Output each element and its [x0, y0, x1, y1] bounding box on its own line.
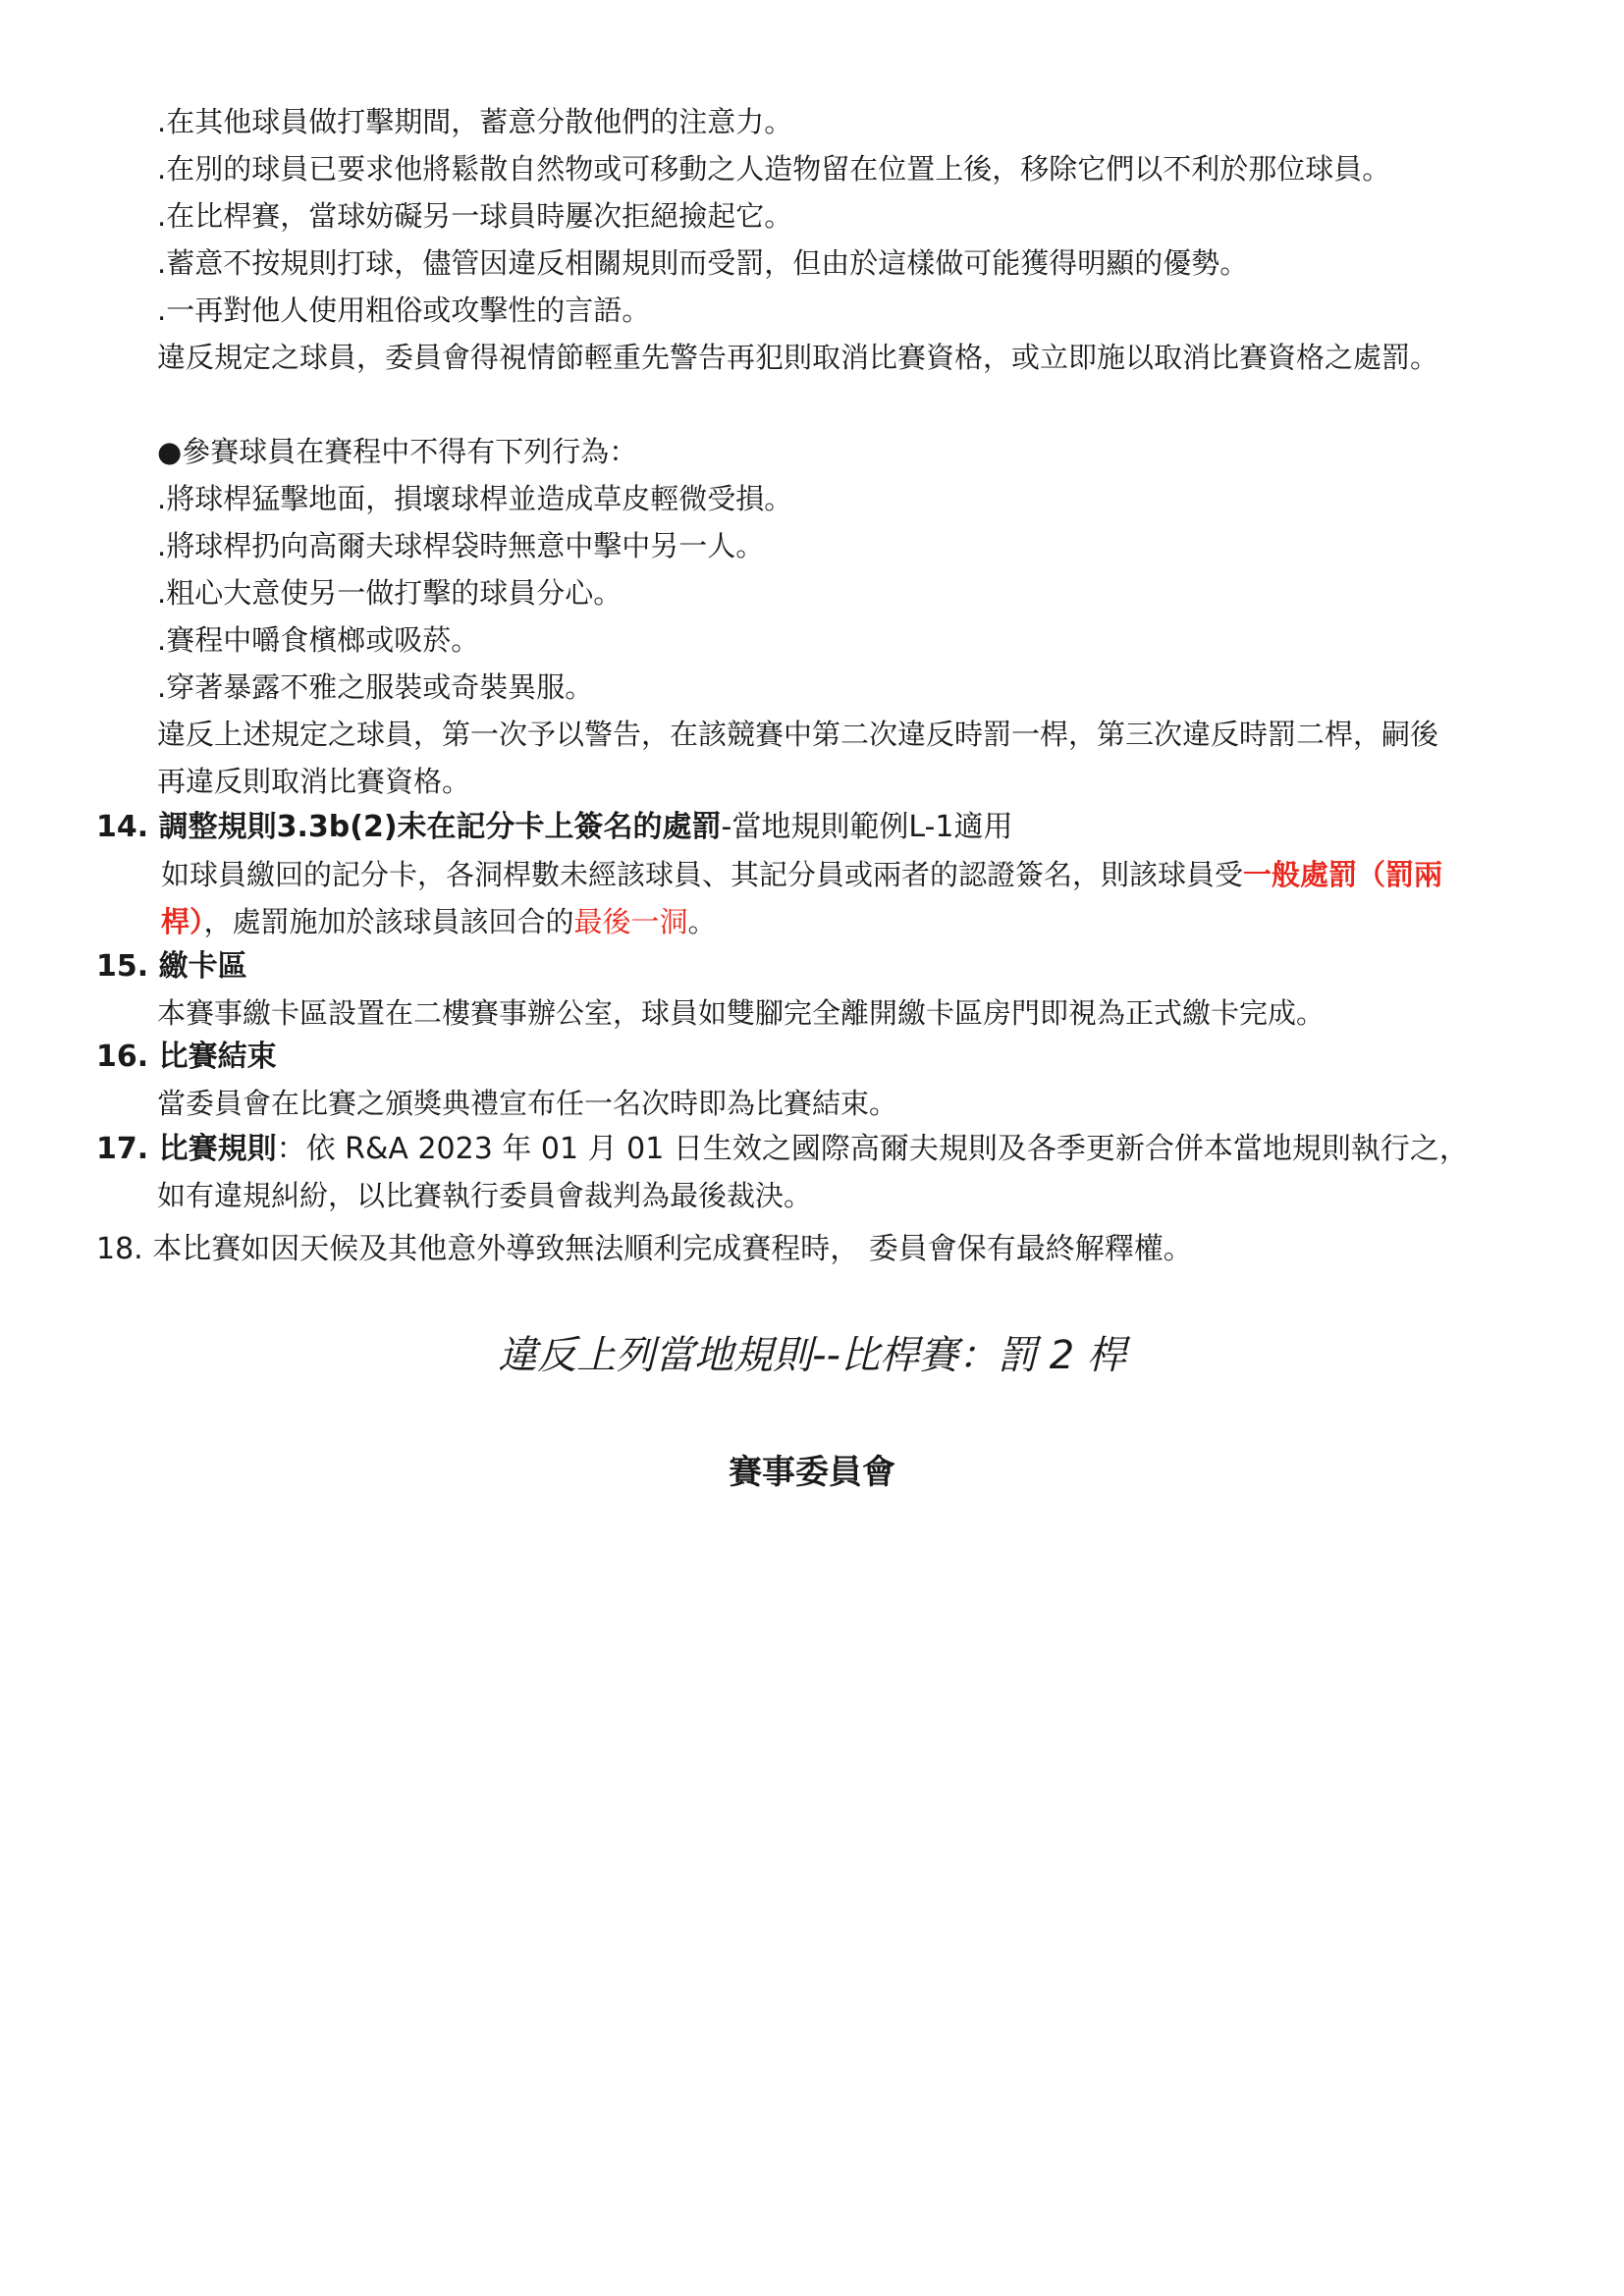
section-14-heading	[96, 809, 1012, 846]
last-hole-text: 最後一洞	[573, 905, 688, 938]
section-16-number: 16.	[96, 1040, 149, 1074]
section-14-title: 調整規則3.3b(2)未在記分卡上簽名的處罰	[158, 810, 722, 844]
section-14-number: 14.	[96, 810, 149, 844]
section-17-body: 如有違規糾紛，以比賽執行委員會裁判為最後裁決。	[157, 1179, 813, 1212]
general-penalty-text-cont: 桿）	[161, 905, 204, 938]
section-14-body-end: 。	[687, 905, 717, 938]
section-16-title: 比賽結束	[158, 1040, 277, 1074]
behavior-penalty-line-2: 再違反則取消比賽資格。	[157, 765, 471, 798]
section-14-body-text: 如球員繳回的記分卡，各洞桿數未經該球員、其記分員或兩者的認證簽名，則該球員受	[161, 858, 1244, 891]
section-16-body: 當委員會在比賽之頒獎典禮宣布任一名次時即為比賽結束。	[157, 1087, 898, 1120]
behavior-line: .賽程中嚼食檳榔或吸菸。	[157, 623, 480, 657]
section-18-line	[96, 1231, 1193, 1268]
section-14-body-line-2	[161, 904, 717, 939]
section-18-number: 18.	[96, 1232, 143, 1266]
section-15-title: 繳卡區	[158, 949, 247, 984]
committee-signature: 賽事委員會	[729, 1453, 895, 1492]
conduct-line: .在比桿賽，當球妨礙另一球員時屢次拒絕撿起它。	[157, 199, 793, 233]
conduct-line: .在其他球員做打擊期間，蓄意分散他們的注意力。	[157, 105, 793, 138]
conduct-penalty-line: 違反規定之球員，委員會得視情節輕重先警告再犯則取消比賽資格，或立即施以取消比賽資格之處罰。	[157, 341, 1439, 374]
penalty-note: 違反上列當地規則--比桿賽：罰 2 桿	[498, 1333, 1126, 1378]
section-14-body-mid: ，處罰施加於該球員該回合的	[203, 905, 574, 938]
section-16-heading	[96, 1039, 277, 1076]
section-17-title: 比賽規則	[158, 1132, 277, 1166]
section-15-number: 15.	[96, 949, 149, 984]
general-penalty-text: 一般處罰（罰兩	[1243, 858, 1443, 891]
section-15-body: 本賽事繳卡區設置在二樓賽事辦公室，球員如雙腳完全離開繳卡區房門即視為正式繳卡完成。	[157, 996, 1326, 1030]
behavior-line: .穿著暴露不雅之服裝或奇裝異服。	[157, 670, 594, 704]
section-17-heading	[96, 1131, 1469, 1168]
section-15-heading	[96, 948, 247, 986]
section-14-title-suffix: -當地規則範例L-1適用	[721, 810, 1013, 844]
section-18-text: 本比賽如因天候及其他意外導致無法順利完成賽程時， 委員會保有最終解釋權。	[152, 1232, 1193, 1266]
conduct-line: .一再對他人使用粗俗或攻擊性的言語。	[157, 294, 651, 327]
section-17-title-suffix: ：依 R&A 2023 年 01 月 01 日生效之國際高爾夫規則及各季更新合併本當地規則執行之，	[276, 1132, 1469, 1166]
section-17-number: 17.	[96, 1132, 149, 1166]
conduct-line: .蓄意不按規則打球，儘管因違反相關規則而受罰，但由於這樣做可能獲得明顯的優勢。	[157, 246, 1249, 280]
behavior-line: .將球桿扔向高爾夫球桿袋時無意中擊中另一人。	[157, 529, 765, 562]
behavior-line: .將球桿猛擊地面，損壞球桿並造成草皮輕微受損。	[157, 482, 793, 515]
behavior-heading: ●參賽球員在賽程中不得有下列行為：	[157, 435, 638, 468]
behavior-line: .粗心大意使另一做打擊的球員分心。	[157, 576, 623, 610]
conduct-line: .在別的球員已要求他將鬆散自然物或可移動之人造物留在位置上後，移除它們以不利於那位球員。	[157, 152, 1391, 186]
section-14-body-line-1	[161, 857, 1442, 892]
behavior-penalty-line-1: 違反上述規定之球員，第一次予以警告，在該競賽中第二次違反時罰一桿，第三次違反時罰二桿，嗣後	[157, 718, 1439, 751]
